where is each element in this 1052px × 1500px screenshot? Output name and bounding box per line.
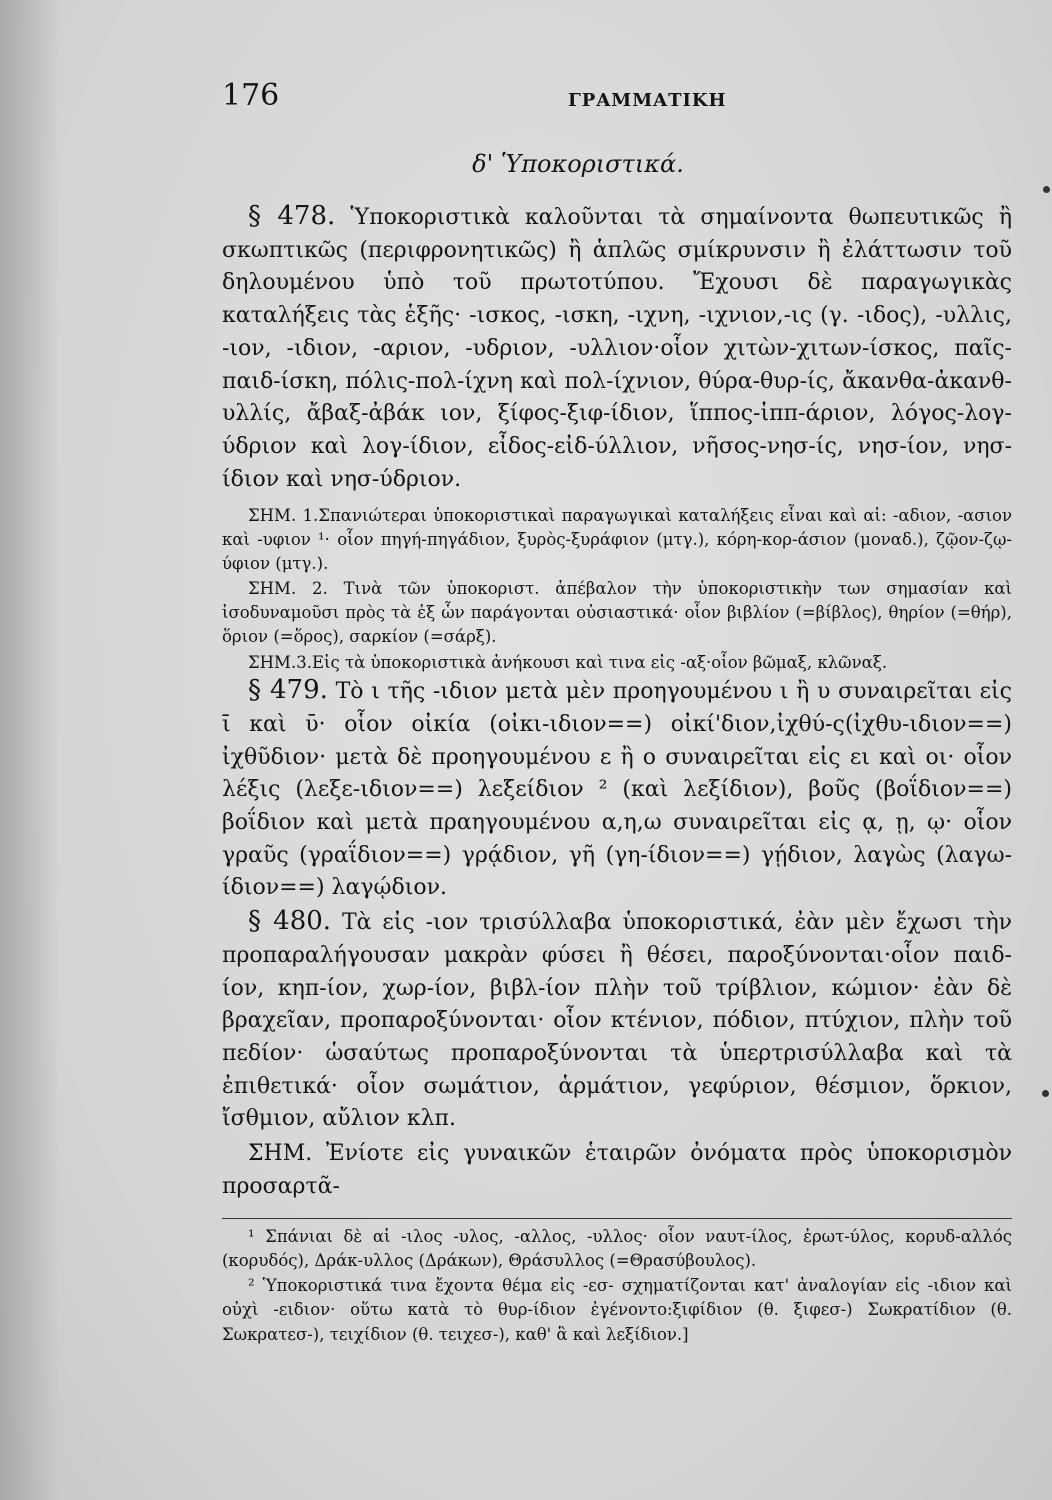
section-mark: § 480. (248, 906, 332, 937)
footnote: ¹ Σπάνιαι δὲ αἱ -ιλος -υλος, -αλλος, -υλλος· οἷον ναυτ-ίλος, ἐρωτ-ύλος, κορυδ-αλλός (κορυδός), Δράκ-υλλος (Δράκων), Θράσυλλος (=Θρασύβουλος). (222, 1226, 1012, 1271)
remark: ΣΗΜ. Ἐνίοτε εἰς γυναικῶν ἑταιρῶν ὀνόματα πρὸς ὑποκορισμὸν προσαρτᾶ- (222, 1141, 1012, 1199)
page-number: 176 (222, 78, 280, 113)
running-title: ΓΡΑΜΜΑΤΙΚΗ (568, 90, 727, 111)
footnote: ² Ὑποκοριστικά τινα ἔχοντα θέμα εἰς -εσ- σχηματίζονται κατ' ἀναλογίαν εἰς -ιδιον καὶ οὐχὶ -ειδιον· οὕτω κατὰ τὸ θυρ-ίδιον ἐγένοντο:ξιφίδιον (θ. ξιφεσ-) Σωκρατίδιον (θ. Σωκρατεσ-), τειχίδιον (θ. τειχεσ-), καθ' ἃ καὶ λεξίδιον.] (222, 1275, 1012, 1344)
paragraph (222, 674, 1012, 905)
ink-speck (1042, 1090, 1049, 1097)
paragraph (222, 200, 1012, 496)
remark: ΣΗΜ. 2. Τινὰ τῶν ὑποκοριστ. ἀπέβαλον τὴν ὑποκοριστικὴν των σημασίαν καὶ ἰσοδυναμοῦσι πρὸς τὰ ἐξ ὧν παράγονται οὐσιαστικά· οἷον βιβλίον (=βίβλος), θηρίον (=θήρ), ὅριον (=ὅρος), σαρκίον (=σάρξ). (222, 579, 1012, 646)
paragraph-text: Τὸ ι τῆς -ιδιον μετὰ μὲν προηγουμένου ι ἢ υ συναιρεῖται εἰς ῑ καὶ ῡ· οἷον οἰκία (οἰκι-ιδιον==) οἰκί'διον,ἰχθύ-ς(ἰχθυ-ιδιον==) ἰχθῦδιον· μετὰ δὲ προηγουμένου ε ἢ ο συναιρεῖται εἰς ει καὶ οι· οἷον λέξις (λεξε-ιδιον==) λεξείδιον ² (καὶ λεξίδιον), βοῦς (βοΐδιον==) βοΐδιον καὶ μετὰ πραηγουμένου α,η,ω συναιρεῖται εἰς ᾳ, ῃ, ῳ· οἷον γραῦς (γραΐδιον==) γρᾴδιον, γῆ (γη-ίδιον==) γῄδιον, λαγὼς (λαγω-ίδιον==) λαγῴδιον. (222, 679, 1012, 901)
paragraph (222, 905, 1012, 1136)
paragraph-text: Ὑποκοριστικὰ καλοῦνται τὰ σημαίνοντα θωπευτικῶς ἢ σκωπτικῶς (περιφρονητικῶς) ἢ ἁπλῶς σμίκρυνσιν ἢ ἐλάττωσιν τοῦ δηλουμένου ὑπὸ τοῦ πρωτοτύπου. Ἔχουσι δὲ παραγωγικὰς καταλήξεις τὰς ἑξῆς· -ισκος, -ισκη, -ιχνη, -ιχνιον,-ις (γ. -ιδος), -υλλις, -ιον, -ιδιον, -αριον, -υδριον, -υλλιον·οἷον χιτὼν-χιτων-ίσκος, παῖς-παιδ-ίσκη, πόλις-πολ-ίχνη καὶ πολ-ίχνιον, θύρα-θυρ-ίς, ἄκανθα-ἀκανθ-υλλίς, ἄβαξ-ἀβάκ ιον, ξίφος-ξιφ-ίδιον, ἵππος-ἱππ-άριον, λόγος-λογ-ύδριον καὶ λογ-ίδιον, εἶδος-εἰδ-ύλλιον, νῆσος-νησ-ίς, νησ-ίον, νησ-ίδιον καὶ νησ-ύδριον. (222, 205, 1013, 492)
page-header (222, 78, 1014, 130)
main-text (222, 200, 1012, 1347)
section-mark: § 479. (248, 675, 328, 706)
section-mark: § 478. (248, 201, 336, 231)
section-title: δ' Ὑποκοριστικά. (472, 150, 684, 178)
footnote-divider (222, 1218, 1012, 1219)
remark: ΣΗΜ.3.Εἰς τὰ ὑποκοριστικὰ ἀνήκουσι καὶ τινα εἰς -αξ·οἷον βῶμαξ, κλῶναξ. (248, 652, 888, 672)
remark: ΣΗΜ. 1.Σπανιώτεραι ὑποκοριστικαὶ παραγωγικαὶ καταλήξεις εἶναι καὶ αἱ: -αδιον, -ασιον καὶ -υφιον ¹· οἷον πηγή-πηγάδιον, ξυρὸς-ξυράφιον (μτγ.), κόρη-κορ-άσιον (μοναδ.), ζῷον-ζῳ-ύφιον (μτγ.). (222, 506, 1012, 573)
ink-speck (1043, 186, 1050, 193)
paragraph-text: Τὰ εἰς -ιον τρισύλλαβα ὑποκοριστικά, ἐὰν μὲν ἔχωσι τὴν προπαραλήγουσαν μακρὰν φύσει ἢ θέσει, παροξύνονται·οἷον παιδ-ίον, κηπ-ίον, χωρ-ίον, βιβλ-ίον πλὴν τοῦ τρίβλιον, κώμιον· ἐὰν δὲ βραχεῖαν, προπαροξύνονται· οἷον κτένιον, πόδιον, πτύχιον, πλὴν τοῦ πεδίον· ὡσαύτως προπαροξύνονται τὰ ὑπερτρισύλλαβα καὶ τὰ ἐπιθετικά· οἷον σωμάτιον, ἁρμάτιον, γεφύριον, θέσμιον, ὅρκιον, ἴσθμιον, αὔλιον κλπ. (222, 910, 1012, 1132)
